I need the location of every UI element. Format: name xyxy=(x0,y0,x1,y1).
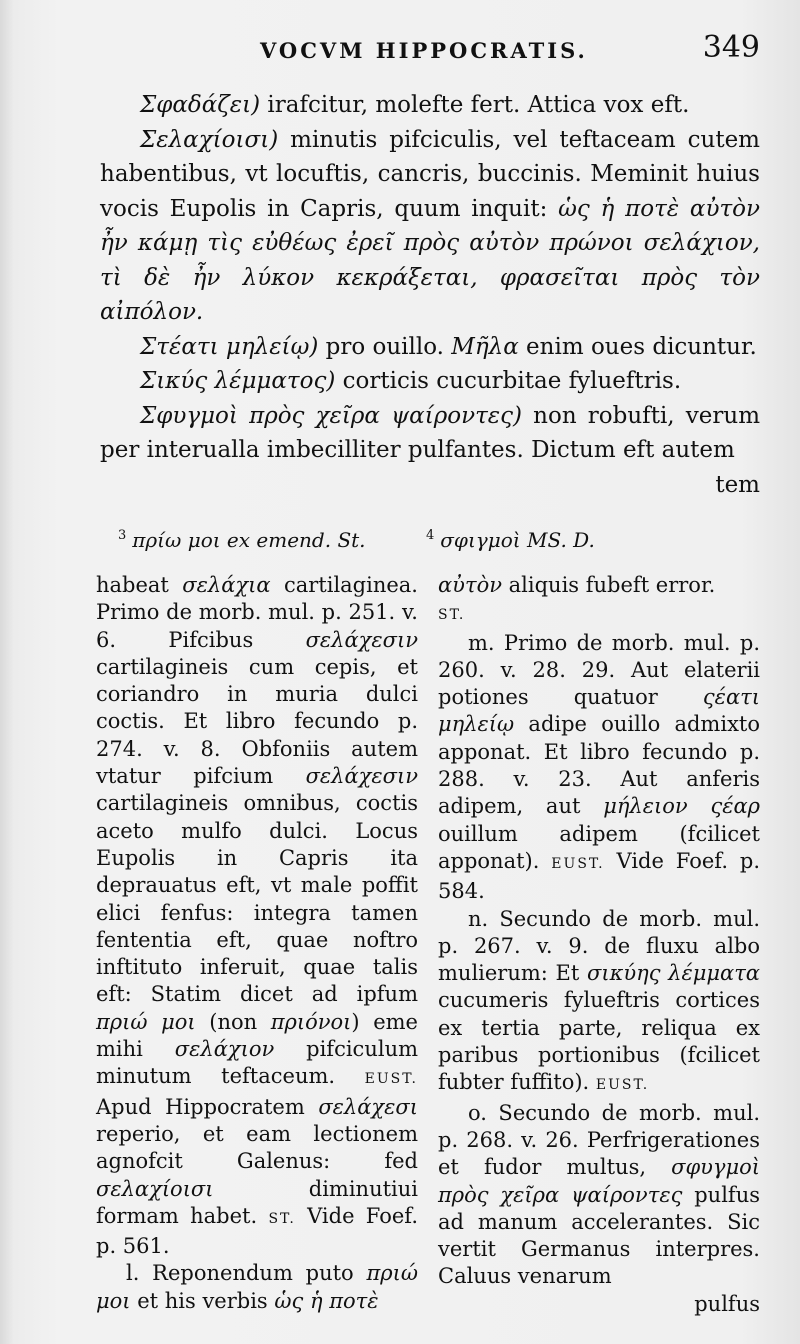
entry-text: non robufti, verum per interualla imbecilliter pulfantes. Dictum eft autem xyxy=(100,402,760,463)
note-greek: σελάχεσι xyxy=(318,1094,418,1119)
note-k xyxy=(96,572,418,1260)
catchword: pulfus xyxy=(694,1291,760,1316)
note-text: Vide Foef. p. 561. xyxy=(96,1203,418,1259)
source-st: ST. xyxy=(438,607,466,624)
note-text: (non xyxy=(195,1009,271,1034)
note-o xyxy=(438,1100,760,1291)
note-m xyxy=(438,630,760,906)
running-title: VOCVM HIPPOCRATIS. xyxy=(260,38,588,63)
note-text: pulfus ad manum accelerantes. Sic vertit Germanus interpres. Caluus venarum xyxy=(438,1182,760,1289)
note-n xyxy=(438,906,760,1100)
entry-text: enim oues dicuntur. xyxy=(518,333,757,360)
entry-steati xyxy=(100,330,760,365)
page-header xyxy=(120,30,760,80)
note-text: ouillum adipem (fcilicet apponat). xyxy=(438,821,760,873)
note-text: n. Secundo de morb. mul. p. 267. v. 9. de fluxu albo mulierum: Et xyxy=(438,906,760,986)
entry-text: irafcitur, molefte fert. Attica vox eft. xyxy=(260,92,690,118)
note-greek: μήλειον ςέαρ xyxy=(603,794,760,819)
eupolis-quote: ὡς ἡ ποτὲ αὐτὸν ἦν κάμῃ τὶς εὐθέως ἐρεῖ πρὸς αὐτὸν πρώνοι σελάχιον, τὶ δὲ ἦν λύκον κεκράξεται, φρασεῖται πρὸς τὸν αἰπόλον. xyxy=(100,195,760,325)
note-text: o. Secundo de morb. mul. p. 268. v. 26. Perfrigerationes et fudor multus, xyxy=(438,1100,760,1180)
note-text: cartilaginea. Primo de morb. mul. p. 251. v. 6. Pifcibus xyxy=(96,573,418,652)
main-text xyxy=(100,88,760,502)
note-greek: πριώ μοι xyxy=(96,1009,196,1034)
footnote-text: σφιγμοὶ MS. D. xyxy=(440,528,595,552)
note-greek: σικύης λέμματα xyxy=(587,961,760,986)
source-eust: EUST. xyxy=(595,1077,650,1094)
note-greek: σελαχίοισι xyxy=(96,1176,214,1201)
note-text: et his verbis xyxy=(130,1288,275,1313)
note-greek: σφυγμοὶ πρὸς χεῖρα ψαίροντες xyxy=(438,1155,760,1207)
note-greek: σελάχεσιν xyxy=(305,764,418,789)
lemma-greek: Στέατι μηλείῳ) xyxy=(140,333,319,360)
source-eust: EUST. xyxy=(551,855,605,872)
note-text: ) eme mihi xyxy=(96,1009,418,1062)
note-text: habeat xyxy=(96,573,183,597)
page-number: 349 xyxy=(702,30,760,65)
note-l xyxy=(96,1260,418,1315)
note-greek: πριώ μοι xyxy=(96,1261,418,1313)
note-greek: σελάχιον xyxy=(174,1037,275,1062)
note-text: cucumeris fylueftris cortices ex tertia parte, reliqua ex paribus portionibus (fcilicet fubter fuffito). xyxy=(438,988,760,1095)
footnote-4 xyxy=(426,528,595,552)
inline-greek: Μῆλα xyxy=(451,333,519,360)
note-text: Vide Foef. p. 584. xyxy=(438,848,760,904)
note-text: l. Reponendum puto xyxy=(126,1261,367,1286)
note-greek: ὡς ἡ ποτὲ xyxy=(274,1288,379,1313)
note-text: diminutiui formam habet. xyxy=(96,1176,418,1228)
footnote-3 xyxy=(118,528,366,552)
entry-text: pro ouillo. xyxy=(318,333,452,360)
footnote-text: πρίω μοι ex emend. St. xyxy=(132,528,366,552)
entry-text: minutis pifciculis, vel teftaceam cutem habentibus, vt locuftis, cancris, buccinis. Meminit huius vocis Eupolis in Capris, quum inquit: xyxy=(100,126,760,222)
note-text: m. Primo de morb. mul. p. 260. v. 28. 29. Aut elaterii potiones quatuor xyxy=(438,630,760,710)
note-text: aliquis fubeft error. xyxy=(501,573,716,597)
entry-selachioisi xyxy=(100,123,760,330)
note-text: Apud Hippocratem xyxy=(96,1094,319,1119)
entry-sikys xyxy=(100,364,760,399)
entry-sphadazei xyxy=(100,88,760,123)
lemma-greek: Σικύς λέμματος) xyxy=(140,368,336,394)
lemma-greek: Σελαχίοισι) xyxy=(140,126,279,153)
lemma-greek: Σφαδάζει) xyxy=(140,92,261,118)
note-text: pifciculum minutum teftaceum. xyxy=(96,1037,419,1089)
note-text: cartilagineis cum cepis, et coriandro in muria dulci coctis. Et libro fecundo p. 274. v. 8. Obfoniis autem vtatur pifcium xyxy=(96,654,418,789)
note-text: adipe ouillo admixto apponat. Et libro fecundo p. 288. v. 23. Aut anferis adipem, aut xyxy=(438,712,760,819)
entry-text: corticis cucurbitae fylueftris. xyxy=(335,368,682,394)
notes-left-column xyxy=(96,572,418,1315)
note-text: reperio, et eam lectionem agnofcit Galenus: fed xyxy=(96,1121,418,1174)
entry-sphygmoi xyxy=(100,399,760,468)
source-st: ST. xyxy=(268,1210,296,1227)
note-greek: σελάχεσιν xyxy=(305,627,418,652)
catchword: tem xyxy=(715,471,760,498)
note-greek: σελάχια xyxy=(182,573,271,597)
note-l-continued xyxy=(438,572,760,630)
note-greek: αὐτὸν xyxy=(438,573,502,597)
note-text: cartilagineis omnibus, coctis aceto mulfo dulci. Locus Eupolis in Capris ita deprauatus eft, vt male poffit elici fenfus: integra tamen fententia eft, quae noftro inftituto inferuit, quae talis eft: Statim dicet ad ipfum xyxy=(96,791,418,1007)
footnote-number: 3 xyxy=(118,528,127,543)
note-greek: ςέατι μηλείῳ xyxy=(438,685,760,737)
lemma-greek: Σφυγμοὶ πρὸς χεῖρα ψαίροντες) xyxy=(140,402,522,429)
note-greek: πριόνοι xyxy=(270,1009,352,1034)
notes-right-column xyxy=(438,572,760,1318)
source-eust: EUST. xyxy=(364,1071,418,1088)
footnote-number: 4 xyxy=(426,528,435,543)
